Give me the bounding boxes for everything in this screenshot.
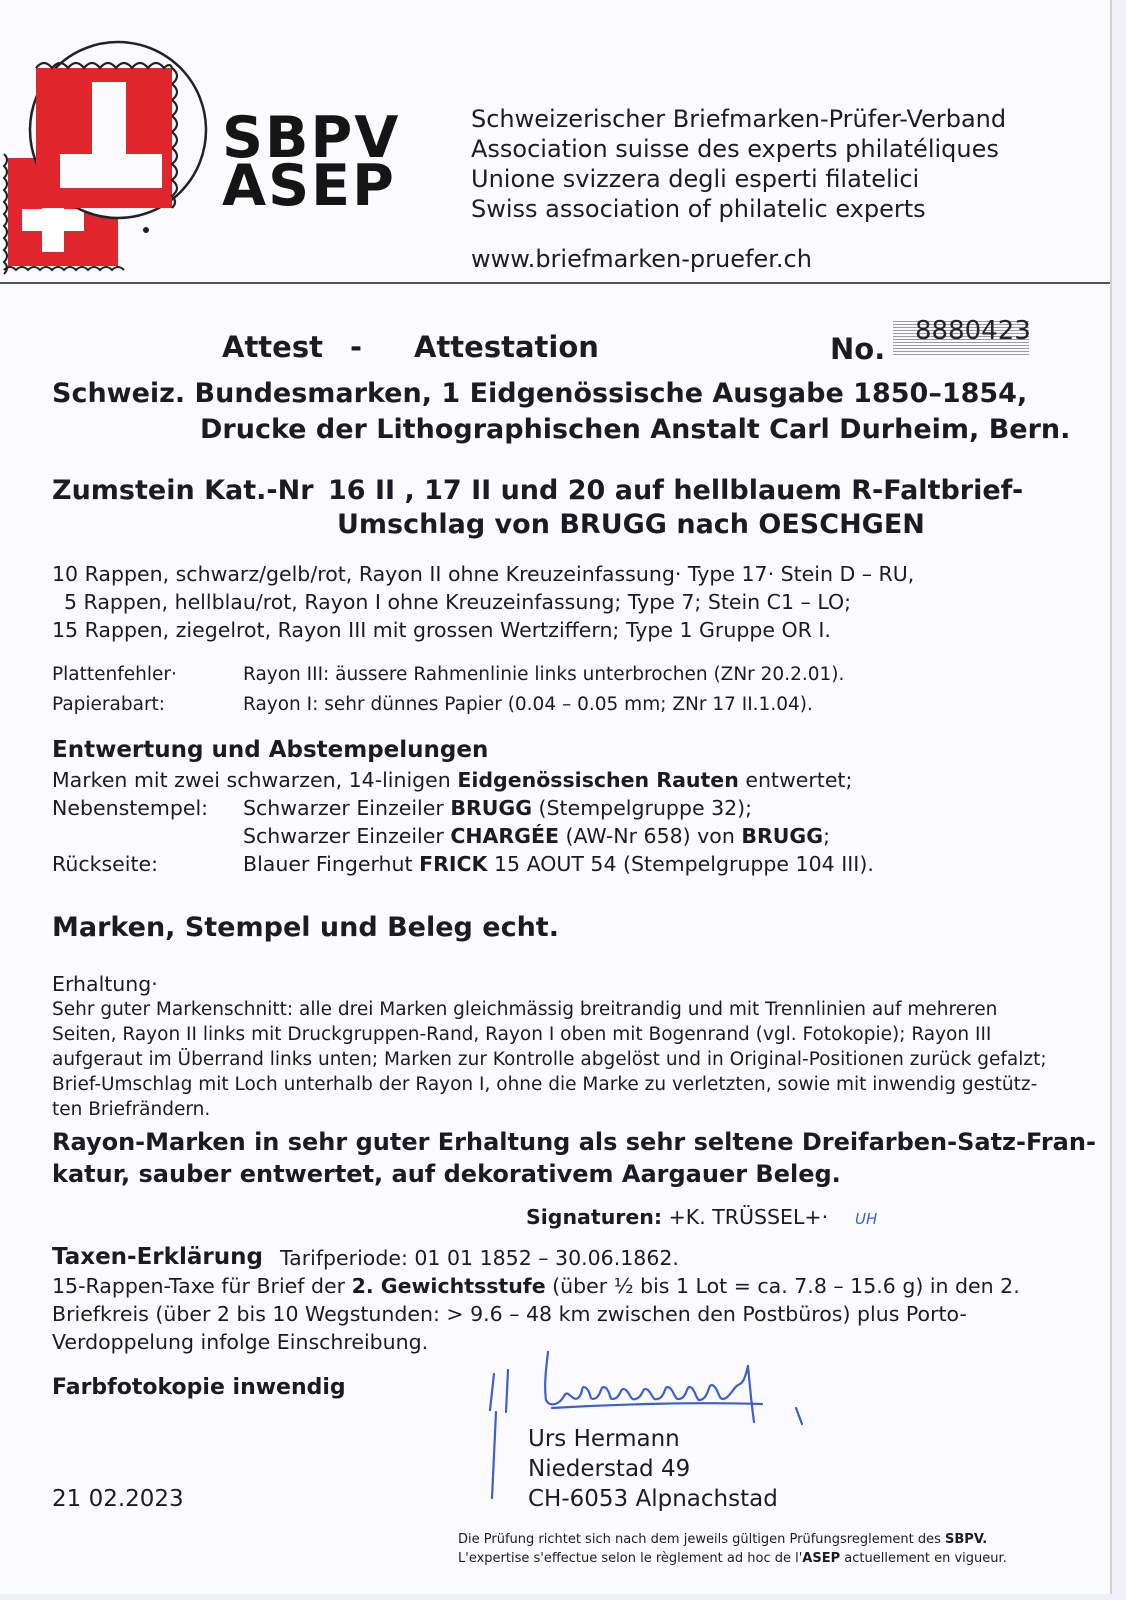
brand-sbpv: SBPV	[222, 105, 401, 171]
expert-city: CH-6053 Alpnachstad	[528, 1486, 778, 1512]
org-name-en: Swiss association of philatelic experts	[471, 195, 926, 223]
condition-line-1: Sehr guter Markenschnitt: alle drei Marken gleichmässig breitrandig und mit Trennlinien auf mehreren	[52, 999, 998, 1020]
tax-header: Taxen-Erklärung	[52, 1244, 263, 1270]
summary-line-2: katur, sauber entwertet, auf dekorativem Aargauer Beleg.	[52, 1160, 841, 1188]
subject-line-1: Schweiz. Bundesmarken, 1 Eidgenössische Ausgabe 1850–1854,	[52, 378, 1028, 409]
reverse-label: Rückseite:	[52, 852, 159, 876]
tax-line-2: Briefkreis (über 2 bis 10 Wegstunden: > 9.6 – 48 km zwischen den Postbüros) plus Porto-	[52, 1302, 967, 1326]
certificate-number: 8880423	[915, 316, 1031, 346]
authenticity-verdict: Marken, Stempel und Beleg echt.	[52, 912, 559, 943]
footer-fr: L'expertise s'effectue selon le règlement ad hoc de l'ASEP actuellement en vigueur.	[458, 1551, 1007, 1566]
tax-line-1: 15-Rappen-Taxe für Brief der 2. Gewichtsstufe (über ½ bis 1 Lot = ca. 7.8 – 15.6 g) in den 2.	[52, 1274, 1020, 1298]
org-name-de: Schweizerischer Briefmarken-Prüfer-Verband	[471, 105, 1007, 133]
tax-line-3: Verdoppelung infolge Einschreibung.	[52, 1330, 429, 1354]
website-link[interactable]: www.briefmarken-pruefer.ch	[471, 245, 812, 273]
plate-flaw-value: Rayon III: äussere Rahmenlinie links unterbrochen (ZNr 20.2.01).	[243, 664, 845, 685]
footer-de: Die Prüfung richtet sich nach dem jeweils gültigen Prüfungsreglement des SBPV.	[458, 1532, 988, 1547]
stamp-10-rappen: 10 Rappen, schwarz/gelb/rot, Rayon II ohne Kreuzeinfassung· Type 17· Stein D – RU,	[52, 562, 915, 586]
title-dash: -	[350, 330, 363, 364]
org-name-fr: Association suisse des experts philatéliques	[471, 135, 999, 163]
stamp-5-rappen: 5 Rappen, hellblau/rot, Rayon I ohne Kreuzeinfassung; Type 7; Stein C1 – LO;	[64, 590, 852, 614]
cancellation-heading: Entwertung und Abstempelungen	[52, 737, 489, 763]
condition-line-3: aufgeraut im Überrand links unten; Marken zur Kontrolle abgelöst und in Original-Positionen zurück gefalzt;	[52, 1049, 1047, 1070]
condition-line-2: Seiten, Rayon II links mit Druckgruppen-Rand, Rayon I oben mit Bogenrand (vgl. Fotokopie); Rayon III	[52, 1024, 992, 1045]
summary-line-1: Rayon-Marken in sehr guter Erhaltung als sehr seltene Dreifarben-Satz-Fran-	[52, 1128, 1096, 1156]
paper-variety-label: Papierabart:	[52, 694, 166, 715]
number-label: No.	[830, 332, 886, 366]
side-stamp-label: Nebenstempel:	[52, 796, 209, 820]
catalog-line-2: Umschlag von BRUGG nach OESCHGEN	[337, 509, 925, 540]
catalog-label: Zumstein Kat.-Nr	[52, 475, 314, 506]
header-divider	[0, 282, 1110, 284]
expert-street: Niederstad 49	[528, 1456, 691, 1482]
stamp-15-rappen: 15 Rappen, ziegelrot, Rayon III mit grossen Wertziffern; Type 1 Gruppe OR I.	[52, 618, 831, 642]
sbpv-stamp-logo	[0, 38, 220, 278]
side-stamp-1: Schwarzer Einzeiler BRUGG (Stempelgruppe 32);	[243, 796, 753, 820]
certificate-date: 21 02.2023	[52, 1486, 184, 1512]
condition-line-4: Brief-Umschlag mit Loch unterhalb der Rayon I, ohne die Marke zu verletzten, sowie mit inwendig gestütz-	[52, 1074, 1038, 1095]
catalog-line-1: 16 II , 17 II und 20 auf hellblauem R-Faltbrief-	[328, 475, 1024, 506]
reverse-value: Blauer Fingerhut FRICK 15 AOUT 54 (Stempelgruppe 104 III).	[243, 852, 874, 876]
org-name-it: Unione svizzera degli esperti filatelici	[471, 165, 920, 193]
tax-period: Tarifperiode: 01 01 1852 – 30.06.1862.	[280, 1246, 679, 1270]
subject-line-2: Drucke der Lithographischen Anstalt Carl Durheim, Bern.	[200, 414, 1071, 445]
plate-flaw-label: Plattenfehler·	[52, 664, 177, 685]
attest-title: Attest	[222, 330, 323, 364]
condition-line-5: ten Briefrändern.	[52, 1099, 211, 1120]
signatures: Signaturen: +K. TRÜSSEL+·	[526, 1205, 829, 1229]
expert-initials: UH	[855, 1210, 878, 1228]
brand-asep: ASEP	[222, 153, 396, 219]
side-stamp-2: Schwarzer Einzeiler CHARGÉE (AW-Nr 658) von BRUGG;	[243, 824, 830, 848]
photocopy-note: Farbfotokopie inwendig	[52, 1375, 346, 1400]
condition-heading: Erhaltung·	[52, 972, 158, 996]
paper-variety-value: Rayon I: sehr dünnes Papier (0.04 – 0.05 mm; ZNr 17 II.1.04).	[243, 694, 813, 715]
expert-name: Urs Hermann	[528, 1426, 680, 1452]
attestation-title: Attestation	[414, 330, 599, 364]
cancellation-line: Marken mit zwei schwarzen, 14-linigen Eidgenössischen Rauten entwertet;	[52, 768, 853, 792]
